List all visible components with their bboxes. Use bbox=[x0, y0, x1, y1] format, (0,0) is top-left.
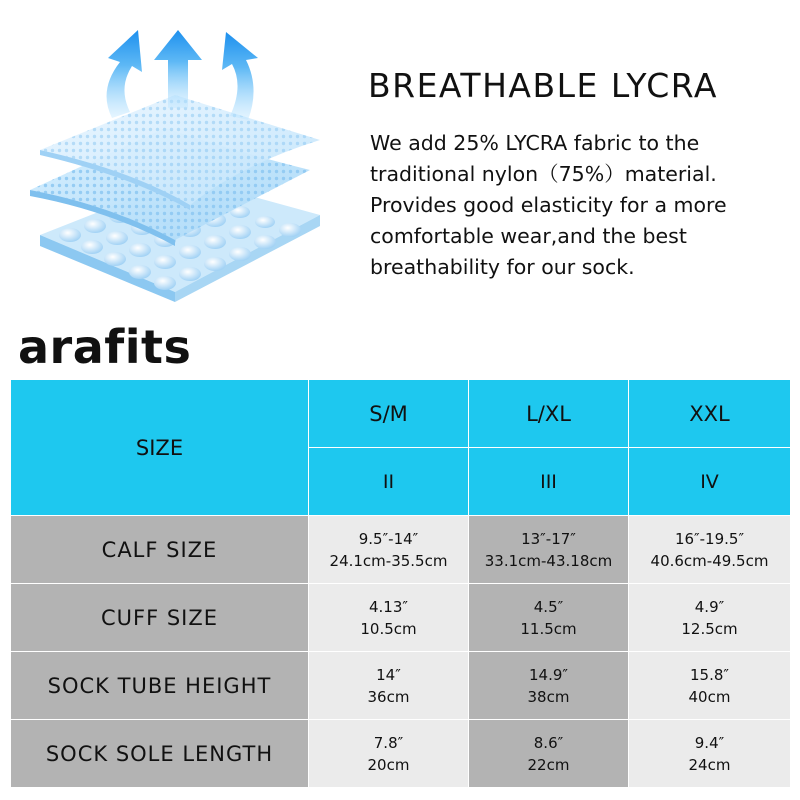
row-label-sock-tube-height: SOCK TUBE HEIGHT bbox=[11, 652, 309, 720]
table-cell: 14.9″ 38cm bbox=[469, 652, 629, 720]
size-code-header: III bbox=[469, 448, 629, 516]
feature-title: BREATHABLE LYCRA bbox=[368, 66, 718, 105]
table-cell: 16″-19.5″ 40.6cm-49.5cm bbox=[629, 516, 791, 584]
description-line: comfortable wear,and the best bbox=[370, 224, 687, 248]
description-line: breathability for our sock. bbox=[370, 255, 635, 279]
feature-description bbox=[370, 128, 795, 283]
size-header-row bbox=[11, 380, 791, 448]
table-cell: 13″-17″ 33.1cm-43.18cm bbox=[469, 516, 629, 584]
table-cell: 4.5″ 11.5cm bbox=[469, 584, 629, 652]
table-row bbox=[11, 516, 791, 584]
description-line: Provides good elasticity for a more bbox=[370, 193, 727, 217]
table-cell: 9.4″ 24cm bbox=[629, 720, 791, 788]
size-column-header: S/M bbox=[309, 380, 469, 448]
description-line: We add 25% LYCRA fabric to the bbox=[370, 131, 700, 155]
description-line: traditional nylon（75%）material. bbox=[370, 162, 717, 186]
table-cell: 9.5″-14″ 24.1cm-35.5cm bbox=[309, 516, 469, 584]
table-row bbox=[11, 584, 791, 652]
table-cell: 4.9″ 12.5cm bbox=[629, 584, 791, 652]
size-code-header: II bbox=[309, 448, 469, 516]
table-cell: 15.8″ 40cm bbox=[629, 652, 791, 720]
row-label-sock-sole-length: SOCK SOLE LENGTH bbox=[11, 720, 309, 788]
table-row bbox=[11, 652, 791, 720]
size-chart-table bbox=[10, 379, 791, 788]
breathable-fabric-layers-illustration bbox=[0, 0, 340, 320]
row-label-cuff-size: CUFF SIZE bbox=[11, 584, 309, 652]
table-cell: 14″ 36cm bbox=[309, 652, 469, 720]
size-column-header: XXL bbox=[629, 380, 791, 448]
size-column-header: L/XL bbox=[469, 380, 629, 448]
airflow-arrows bbox=[107, 30, 258, 120]
size-corner-label: SIZE bbox=[11, 380, 309, 516]
table-cell: 8.6″ 22cm bbox=[469, 720, 629, 788]
table-cell: 7.8″ 20cm bbox=[309, 720, 469, 788]
table-cell: 4.13″ 10.5cm bbox=[309, 584, 469, 652]
size-code-header: IV bbox=[629, 448, 791, 516]
brand-logo: arafits bbox=[18, 320, 192, 374]
table-row bbox=[11, 720, 791, 788]
row-label-calf-size: CALF SIZE bbox=[11, 516, 309, 584]
